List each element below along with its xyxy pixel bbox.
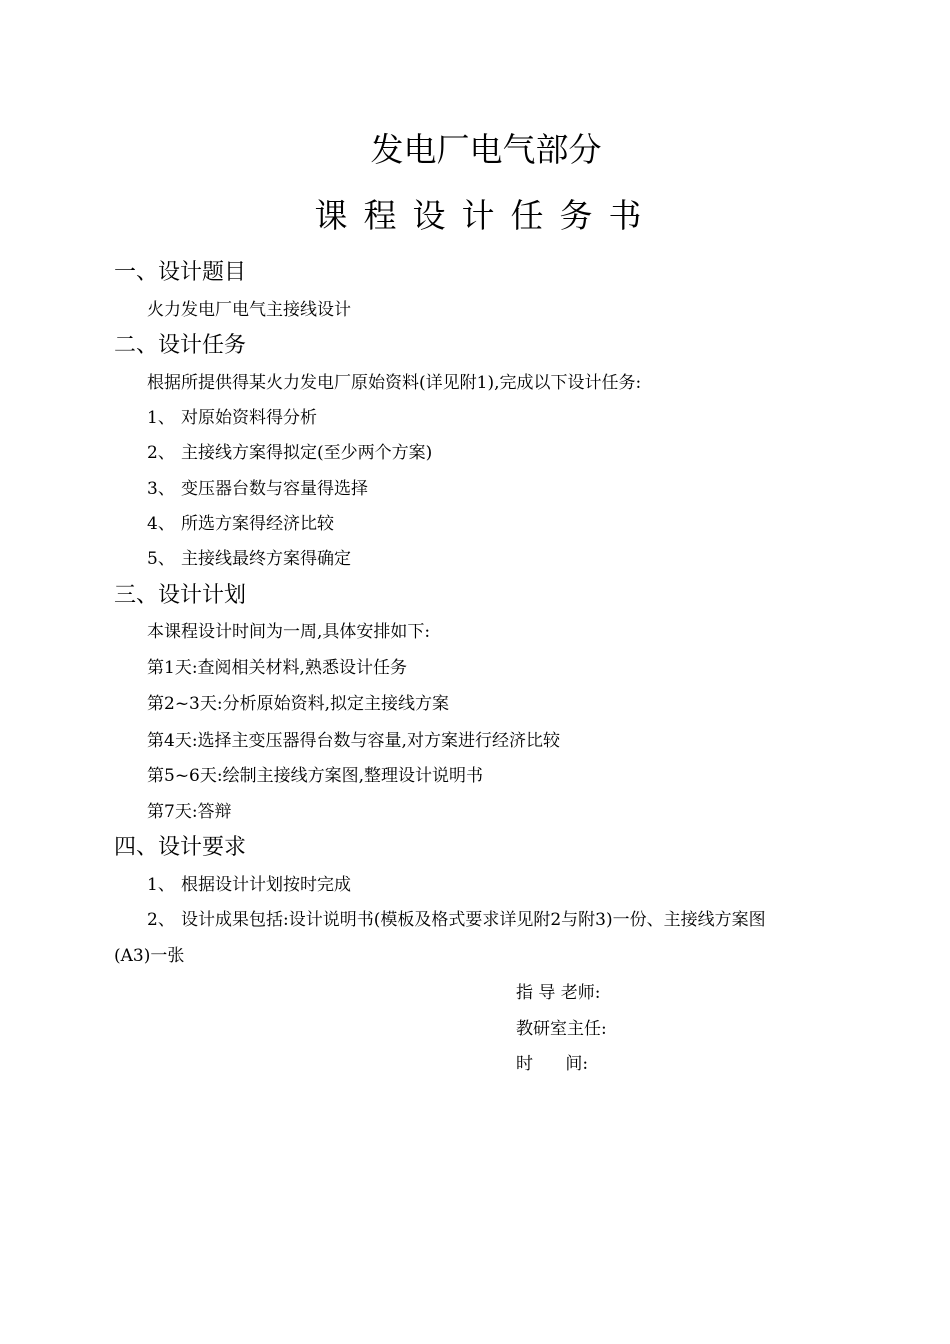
task-item-text: 对原始资料得分析 xyxy=(181,408,317,428)
section-heading-topic: 一、设计题目 xyxy=(114,260,247,285)
document-title: 发电厂电气部分 xyxy=(370,130,602,169)
requirement-item-number: 1、 xyxy=(147,875,175,895)
advisor-label: 指 导 老师: xyxy=(516,983,601,1003)
task-item-text: 主接线方案得拟定(至少两个方案) xyxy=(181,443,433,463)
director-label: 教研室主任: xyxy=(516,1019,607,1039)
task-item-text: 所选方案得经济比较 xyxy=(181,514,334,534)
section-heading-task: 二、设计任务 xyxy=(114,333,247,358)
section-heading-plan: 三、设计计划 xyxy=(114,583,247,608)
requirement-item-text: 设计成果包括:设计说明书(模板及格式要求详见附2与附3)一份、主接线方案图 xyxy=(181,910,766,930)
plan-item: 第2~3天:分析原始资料,拟定主接线方案 xyxy=(147,694,450,714)
document-subtitle: 课程设计任务书 xyxy=(314,196,658,235)
requirement-item xyxy=(147,907,766,933)
task-item-text: 变压器台数与容量得选择 xyxy=(181,479,368,499)
task-item-number: 4、 xyxy=(147,514,175,534)
task-item xyxy=(147,405,317,431)
task-item xyxy=(147,440,432,466)
plan-item: 第5~6天:绘制主接线方案图,整理设计说明书 xyxy=(147,766,484,786)
task-item-number: 1、 xyxy=(147,408,175,428)
task-item xyxy=(147,546,351,572)
plan-item: 第4天:选择主变压器得台数与容量,对方案进行经济比较 xyxy=(147,731,560,751)
requirement-continuation: (A3)一张 xyxy=(114,946,185,966)
requirement-item-number: 2、 xyxy=(147,910,175,930)
plan-item: 第1天:查阅相关材料,熟悉设计任务 xyxy=(147,658,407,678)
task-item xyxy=(147,476,368,502)
plan-intro: 本课程设计时间为一周,具体安排如下: xyxy=(147,622,431,642)
task-intro: 根据所提供得某火力发电厂原始资料(详见附1),完成以下设计任务: xyxy=(147,373,642,393)
plan-item: 第7天:答辩 xyxy=(147,802,232,822)
topic-text: 火力发电厂电气主接线设计 xyxy=(147,300,351,320)
task-item-number: 5、 xyxy=(147,549,175,569)
requirement-item xyxy=(147,872,351,898)
task-item-number: 2、 xyxy=(147,443,175,463)
task-item-text: 主接线最终方案得确定 xyxy=(181,549,351,569)
section-heading-requirements: 四、设计要求 xyxy=(114,835,247,860)
task-item xyxy=(147,511,334,537)
task-item-number: 3、 xyxy=(147,479,175,499)
requirement-item-text: 根据设计计划按时完成 xyxy=(181,875,351,895)
time-label: 时 间: xyxy=(516,1054,589,1074)
